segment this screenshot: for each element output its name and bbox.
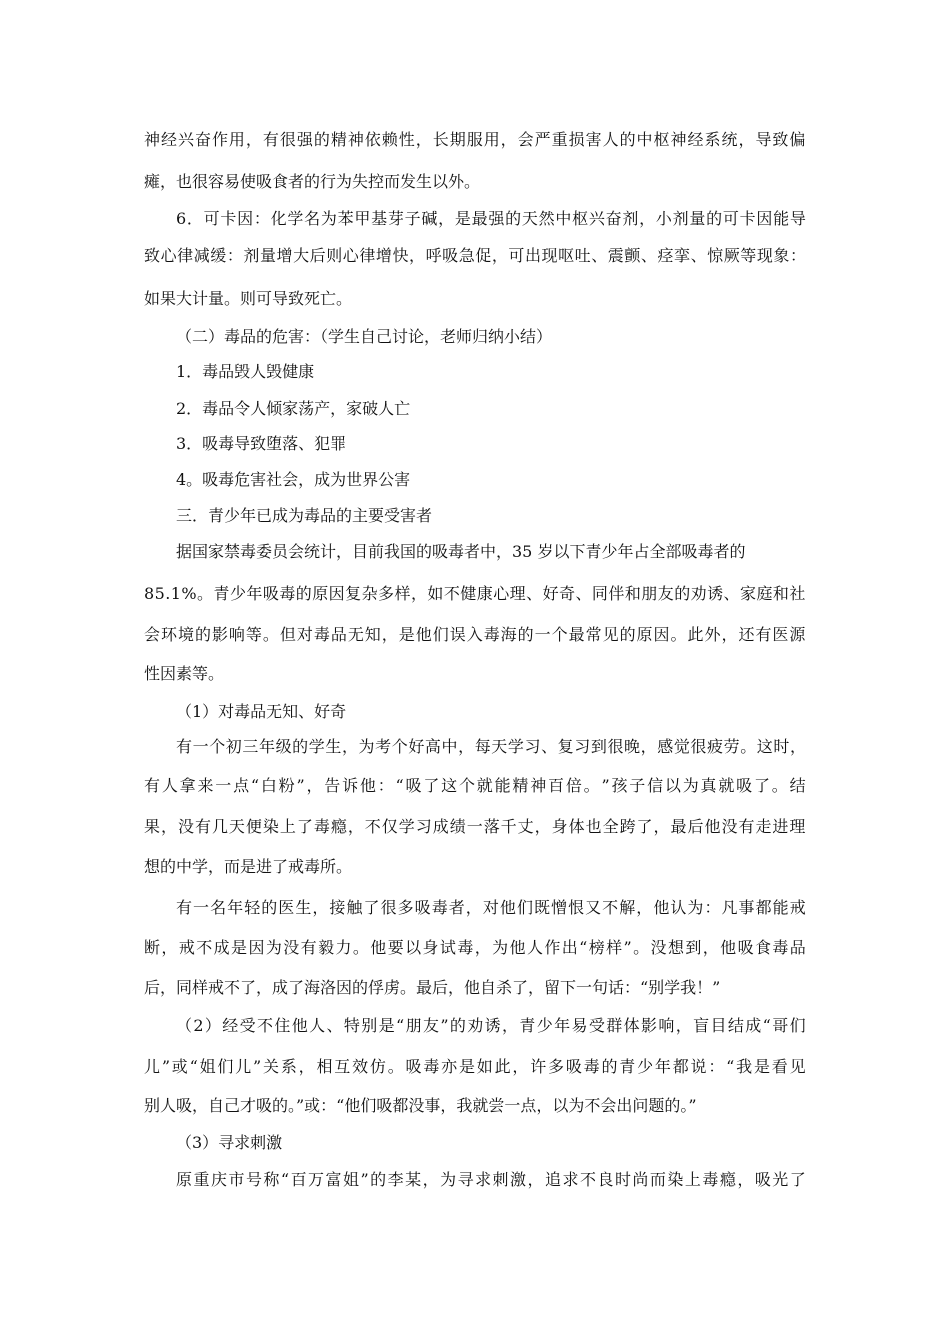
text-line: 致 心 律 减 缓 ： 剂 量 增 大 后 则 心 律 增 快 ， 呼 吸 急 促 ， 可 出 现 呕 吐 、 震 颤 、 痉 挛 、 惊 厥 等 现 象 ： [144,246,806,265]
text-line: 有 人 拿 来 一 点 “ 白 粉 ” ， 告 诉 他 ： “ 吸 了 这 个 就 能 精 神 百 倍 。 ” 孩 子 信 以 为 真 就 吸 了 。 结 [144,776,806,795]
text-line: 会 环 境 的 影 响 等 。 但 对 毒 品 无 知 ， 是 他 们 误 入 毒 海 的 一 个 最 常 见 的 原 因 。 此 外 ， 还 有 医 源 [144,625,806,644]
text-line: 果 ， 没 有 几 天 便 染 上 了 毒 瘾 ， 不 仅 学 习 成 绩 一 落 千 丈 ， 身 体 也 全 跨 了 ， 最 后 他 没 有 走 进 理 [144,817,806,836]
text-line: 据国家禁毒委员会统计，目前我国的吸毒者中，35 岁以下青少年占全部吸毒者的 [176,542,746,561]
text-line: 性因素等。 [144,664,225,683]
text-line: 8 5 . 1 % 。 青 少 年 吸 毒 的 原 因 复 杂 多 样 ， 如 不 健 康 心 理 、 好 奇 、 同 伴 和 朋 友 的 劝 诱 、 家 庭 和 社 [144,584,806,603]
text-line: 神 经 兴 奋 作 用 ， 有 很 强 的 精 神 依 赖 性 ， 长 期 服 用 ， 会 严 重 损 害 人 的 中 枢 神 经 系 统 ， 导 致 偏 [144,130,806,149]
text-line: 6 ． 可 卡 因 ： 化 学 名 为 苯 甲 基 芽 子 碱 ， 是 最 强 的 天 然 中 枢 兴 奋 剂 ， 小 剂 量 的 可 卡 因 能 导 [176,209,806,228]
text-line: 原 重 庆 市 号 称 “ 百 万 富 姐 ” 的 李 某 ， 为 寻 求 刺 激 ， 追 求 不 良 时 尚 而 染 上 毒 瘾 ， 吸 光 了 [176,1170,806,1189]
list-item: 4。吸毒危害社会，成为世界公害 [176,470,411,489]
list-item: 1．毒品毁人毁健康 [176,362,315,381]
text-line: 有 一 名 年 轻 的 医 生 ， 接 触 了 很 多 吸 毒 者 ， 对 他 们 既 憎 恨 又 不 解 ， 他 认 为 ： 凡 事 都 能 戒 [176,898,806,917]
text-line: 有 一 个 初 三 年 级 的 学 生 ， 为 考 个 好 高 中 ， 每 天 学 习 、 复 习 到 很 晚 ， 感 觉 很 疲 劳 。 这 时 ， [176,737,806,756]
text-line: 如果大计量。则可导致死亡。 [144,289,353,308]
subheading: （ 2 ） 经 受 不 住 他 人 、 特 别 是 “ 朋 友 ” 的 劝 诱 ， 青 少 年 易 受 群 体 影 响 ， 盲 目 结 成 “ 哥 们 [176,1016,806,1035]
subheading: （1）对毒品无知、好奇 [176,702,347,721]
text-line: 断 ， 戒 不 成 是 因 为 没 有 毅 力 。 他 要 以 身 试 毒 ， 为 他 人 作 出 “ 榜 样 ” 。 没 想 到 ， 他 吸 食 毒 品 [144,938,806,957]
text-line: 儿 ” 或 “ 姐 们 儿 ” 关 系 ， 相 互 效 仿 。 吸 毒 亦 是 如 此 ， 许 多 吸 毒 的 青 少 年 都 说 ： “ 我 是 看 见 [144,1057,806,1076]
text-line: 后，同样戒不了，成了海洛因的俘虏。最后，他自杀了，留下一句话：“别学我！” [144,978,721,997]
section-heading: （二）毒品的危害：（学生自己讨论，老师归纳小结） [176,327,553,346]
text-line: 想的中学，而是进了戒毒所。 [144,857,353,876]
text-line: 别人吸，自己才吸的。”或：“他们吸都没事，我就尝一点，以为不会出问题的。” [144,1096,697,1115]
text-line: 瘫，也很容易使吸食者的行为失控而发生以外。 [144,172,481,191]
subheading: （3）寻求刺激 [176,1133,283,1152]
list-item: 2．毒品令人倾家荡产，家破人亡 [176,399,411,418]
section-heading: 三．青少年已成为毒品的主要受害者 [176,506,433,525]
list-item: 3．吸毒导致堕落、犯罪 [176,434,347,453]
